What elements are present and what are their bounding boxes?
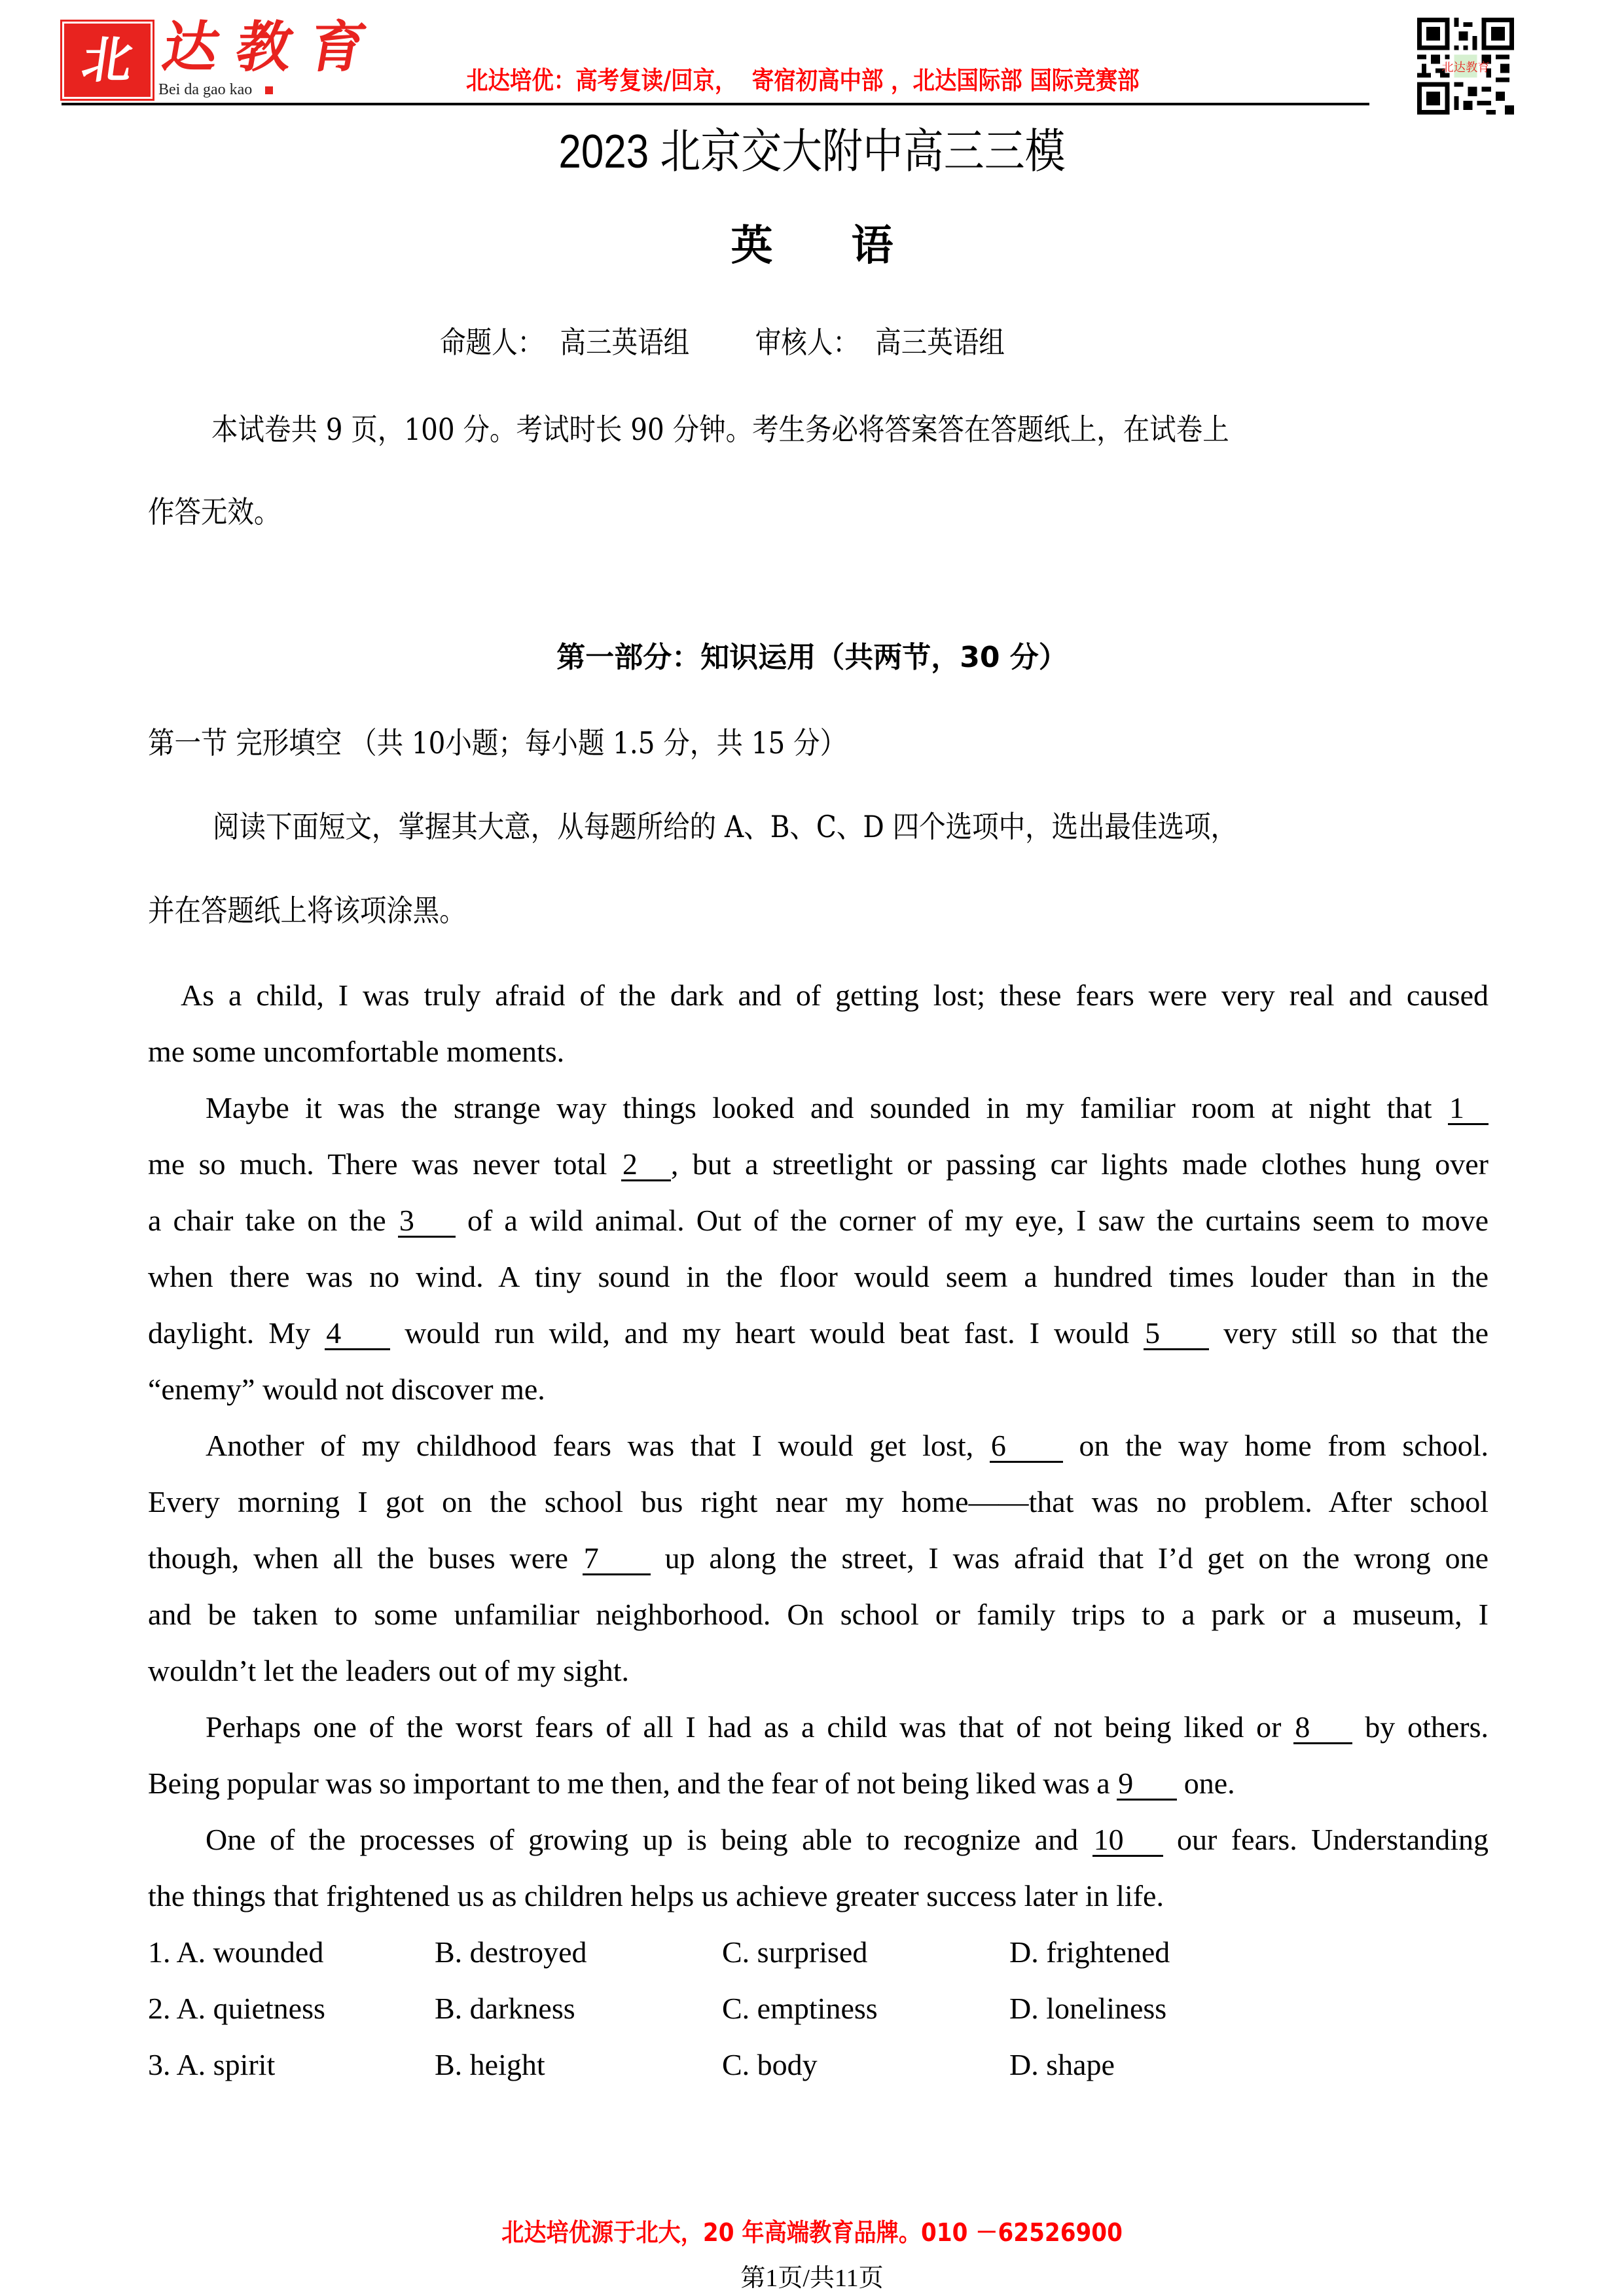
subject-char-2: 语 xyxy=(851,222,893,270)
option-b[interactable]: B. darkness xyxy=(435,1992,575,2025)
passage-text: very still so that the xyxy=(1223,1316,1489,1350)
passage-line: and be taken to some unfamiliar neighborhood. On school or family trips to a park or a museum, I xyxy=(148,1598,1489,1631)
passage-line xyxy=(148,1543,1489,1575)
blank-4[interactable]: 4 xyxy=(325,1318,390,1350)
passage-text: One of the processes of growing up is being able to recognize and xyxy=(206,1823,1079,1856)
logo-dot xyxy=(265,86,273,94)
passage-text: , but a streetlight or passing car lights made clothes hung over xyxy=(670,1147,1489,1181)
option-c[interactable]: C. body xyxy=(722,2048,818,2081)
passage-line: me some uncomfortable moments. xyxy=(148,1035,565,1068)
authors-line: 命题人： 高三英语组 审核人： 高三英语组 xyxy=(440,325,1005,360)
passage-text: by others. xyxy=(1365,1710,1489,1744)
passage-line: the things that frightened us as children helps us achieve greater success later in life. xyxy=(148,1879,1164,1912)
passage-line xyxy=(206,1431,1489,1463)
passage-line: when there was no wind. A tiny sound in the floor would seem a hundred times louder than in the xyxy=(148,1260,1489,1293)
blank-8[interactable]: 8 xyxy=(1293,1712,1352,1744)
part1-heading: 第一部分：知识运用（共两节，30 分） xyxy=(556,641,1068,674)
blank-10[interactable]: 10 xyxy=(1092,1825,1163,1857)
subject-char-1: 英 xyxy=(731,222,773,270)
passage-text: one. xyxy=(1183,1767,1235,1800)
option-c[interactable]: C. surprised xyxy=(722,1935,868,1969)
passage-text: of a wild animal. Out of the corner of my eye, I saw the curtains seem to move xyxy=(467,1204,1489,1237)
option-b[interactable]: B. height xyxy=(435,2048,545,2081)
passage-text: our fears. Understanding xyxy=(1177,1823,1489,1856)
blank-2[interactable]: 2 xyxy=(621,1149,671,1181)
page-number: 第1页/共11页 xyxy=(740,2265,884,2292)
passage-line xyxy=(206,1825,1489,1857)
qr-label: 北达教育 xyxy=(1441,60,1490,74)
passage-line xyxy=(148,1149,1489,1181)
option-d[interactable]: D. shape xyxy=(1009,2048,1115,2081)
option-b[interactable]: B. destroyed xyxy=(435,1935,587,1969)
passage-line: As a child, I was truly afraid of the dark and of getting lost; these fears were very real and caused xyxy=(181,978,1489,1012)
header-divider xyxy=(62,103,1369,105)
passage-text: Being popular was so important to me then, and the fear of not being liked was a xyxy=(148,1767,1110,1800)
subject-title xyxy=(0,222,1624,270)
option-d[interactable]: D. frightened xyxy=(1009,1935,1170,1969)
passage-line: “enemy” would not discover me. xyxy=(148,1372,545,1406)
passage-text: though, when all the buses were xyxy=(148,1541,568,1575)
instructions-line-2: 作答无效。 xyxy=(148,494,281,529)
directions-line-1: 阅读下面短文，掌握其大意，从每题所给的 A、B、C、D 四个选项中，选出最佳选项， xyxy=(213,809,1237,844)
passage-text: Another of my childhood fears was that I would get lost, xyxy=(206,1429,974,1462)
blank-6[interactable]: 6 xyxy=(990,1431,1063,1463)
qr-code-icon xyxy=(1411,18,1521,115)
directions-line-2: 并在答题纸上将该项涂黑。 xyxy=(148,893,466,928)
passage-line xyxy=(148,1206,1489,1238)
blank-5[interactable]: 5 xyxy=(1144,1318,1209,1350)
header-slogan: 北达培优：高考复读/回京， 寄宿初高中部 ，北达国际部 国际竞赛部 xyxy=(466,66,1140,95)
section1-heading: 第一节 完形填空 （共 10小题；每小题 1.5 分，共 15 分） xyxy=(148,725,847,761)
logo-subtitle: Bei da gao kao xyxy=(158,81,253,98)
passage-line xyxy=(148,1318,1489,1350)
passage-text: would run wild, and my heart would beat fast. I would xyxy=(405,1316,1130,1350)
option-a[interactable]: 3. A. spirit xyxy=(148,2048,276,2081)
blank-3[interactable]: 3 xyxy=(398,1206,456,1238)
passage-text: Perhaps one of the worst fears of all I had as a child was that of not being liked or xyxy=(206,1710,1282,1744)
blank-9[interactable]: 9 xyxy=(1117,1768,1177,1801)
blank-1[interactable]: 1 xyxy=(1448,1093,1489,1125)
passage-text: a chair take on the xyxy=(148,1204,386,1237)
passage-text: Maybe it was the strange way things looked and sounded in my familiar room at night that xyxy=(206,1091,1432,1124)
passage-text: me so much. There was never total xyxy=(148,1147,607,1181)
option-a[interactable]: 2. A. quietness xyxy=(148,1992,325,2025)
passage-line xyxy=(206,1712,1489,1744)
instructions-line-1: 本试卷共 9 页，100 分。考试时长 90 分钟。考生务必将答案答在答题纸上，在试卷上 xyxy=(211,412,1229,447)
option-a[interactable]: 1. A. wounded xyxy=(148,1935,324,1969)
logo-text: 达教育 xyxy=(158,14,389,79)
option-c[interactable]: C. emptiness xyxy=(722,1992,878,2025)
logo-seal-char: 北 xyxy=(78,31,137,89)
passage-text: up along the street, I was afraid that I’d get on the wrong one xyxy=(664,1541,1489,1575)
passage-line: Every morning I got on the school bus right near my home——that was no problem. After school xyxy=(148,1485,1489,1518)
blank-7[interactable]: 7 xyxy=(583,1543,651,1575)
exam-title: 2023 北京交大附中高三三模 xyxy=(558,126,1066,178)
logo-seal xyxy=(64,24,151,97)
footer-advert: 北达培优源于北大，20 年高端教育品牌。010 －62526900 xyxy=(501,2218,1123,2247)
passage-text: on the way home from school. xyxy=(1079,1429,1489,1462)
passage-line xyxy=(206,1093,1489,1125)
option-d[interactable]: D. loneliness xyxy=(1009,1992,1167,2025)
passage-text: daylight. My xyxy=(148,1316,311,1350)
passage-line xyxy=(148,1768,1489,1801)
passage-line: wouldn’t let the leaders out of my sight. xyxy=(148,1654,630,1687)
